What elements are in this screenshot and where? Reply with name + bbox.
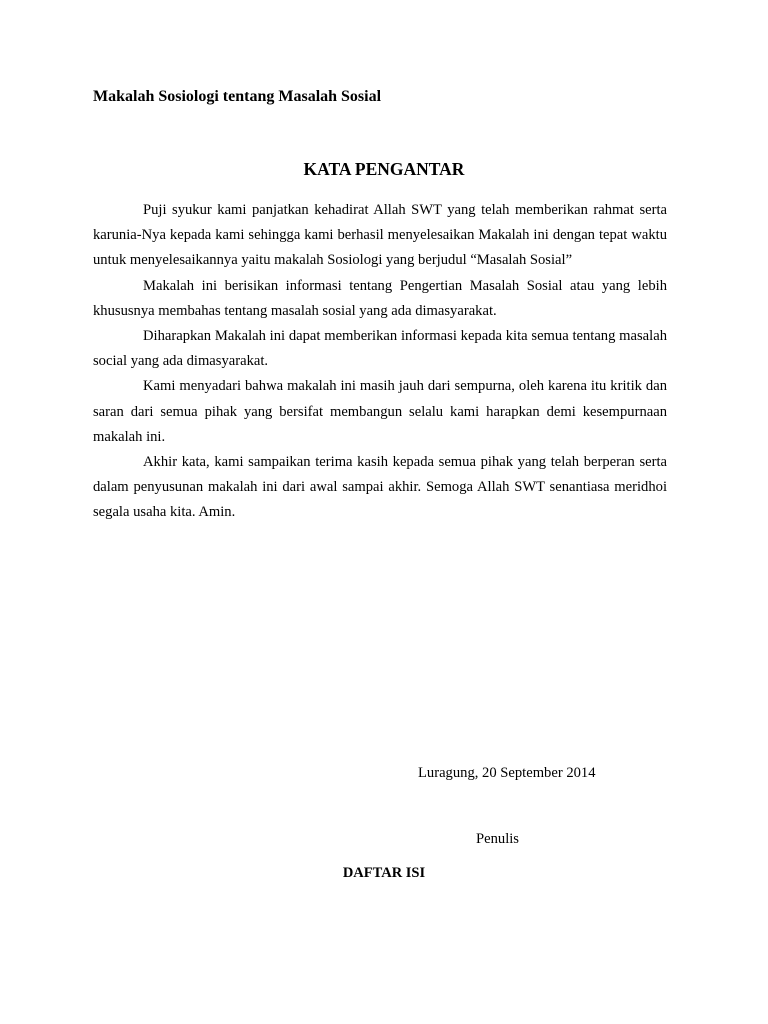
paragraph: Makalah ini berisikan informasi tentang Pengertian Masalah Sosial atau yang lebih khususnya membahas tentang masalah sosial yang ada dimasyarakat. (93, 277, 667, 319)
paragraph: Puji syukur kami panjatkan kehadirat Allah SWT yang telah memberikan rahmat serta karunia-Nya kepada kami sehingga kami berhasil menyelesaikan Makalah ini dengan tepat waktu untuk menyelesaikannya yaitu makalah Sosiologi yang berjudul “Masalah Sosial” (93, 202, 667, 269)
author-signature: Penulis (476, 831, 519, 847)
document-title: Makalah Sosiologi tentang Masalah Sosial (93, 88, 382, 105)
paragraph: Akhir kata, kami sampaikan terima kasih kepada semua pihak yang telah berperan serta dalam penyusunan makalah ini dari awal sampai akhir. Semoga Allah SWT senantiasa meridhoi segala usaha kita. Amin. (93, 454, 667, 521)
section-heading-daftar-isi: DAFTAR ISI (342, 865, 426, 881)
section-heading-kata-pengantar (0, 158, 768, 180)
paragraph: Diharapkan Makalah ini dapat memberikan informasi kepada kita semua tentang masalah social yang ada dimasyarakat. (93, 328, 667, 370)
heading-text: KATA PENGANTAR (303, 159, 465, 179)
paragraph: Kami menyadari bahwa makalah ini masih jauh dari sempurna, oleh karena itu kritik dan saran dari semua pihak yang bersifat membangun selalu kami harapkan demi kesempurnaan makalah ini. (93, 378, 667, 445)
place-date: Luragung, 20 September 2014 (418, 765, 596, 781)
body-text (93, 198, 667, 526)
